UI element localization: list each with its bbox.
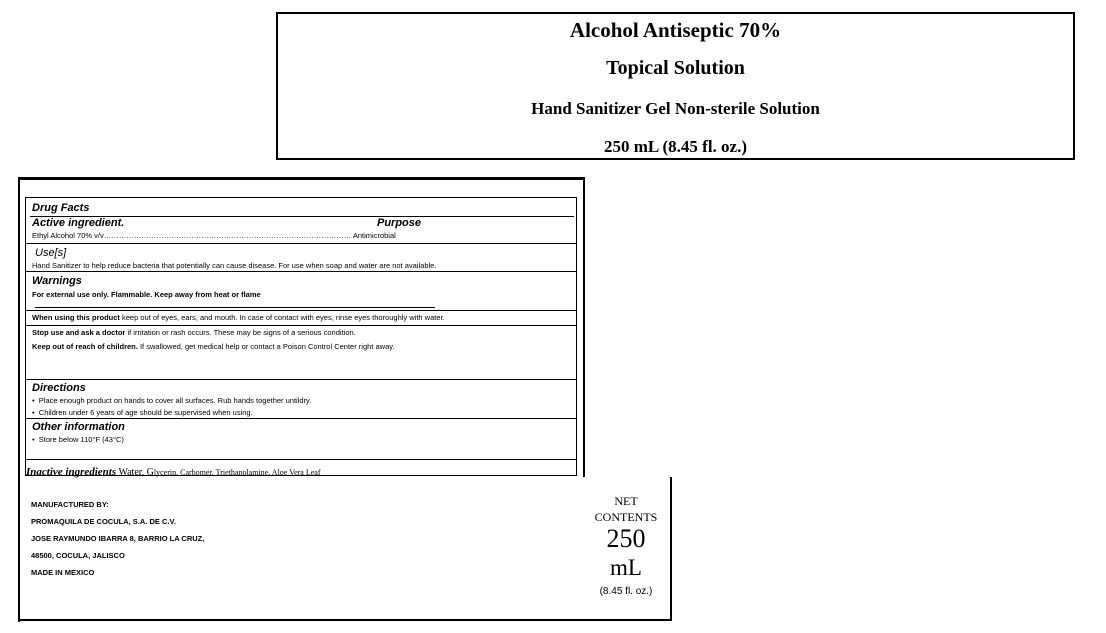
label-frame-right-lower: [670, 477, 672, 621]
when-using-label: When using this product: [32, 313, 120, 322]
warnings-section: [26, 271, 576, 299]
directions-heading: Directions: [32, 382, 86, 394]
product-form: Topical Solution: [606, 57, 745, 79]
product-name: Alcohol Antiseptic 70%: [569, 18, 782, 42]
warnings-text: For external use only. Flammable. Keep away from heat or flame: [32, 290, 261, 299]
label-frame-bottom: [18, 619, 672, 621]
keep-out-body: If swallowed, get medical help or contact a Poison Control Center right away.: [137, 342, 395, 351]
label-frame-right-upper: [583, 177, 585, 477]
uses-section: [26, 243, 576, 270]
inactive-water: Water, G: [116, 467, 154, 478]
inactive-rest: lycerin, Carbomer, Triethanolamine, Aloe Vera Leaf: [153, 468, 321, 477]
manufacturer-city: 48500, COCULA, JALISCO: [31, 551, 125, 560]
when-using-section: [26, 310, 576, 322]
product-title-box: [276, 12, 1075, 160]
inactive-label: Inactive ingredients: [26, 466, 117, 478]
other-info-item: • Store below 110°F (43°C): [32, 435, 124, 444]
label-frame-top: [18, 177, 585, 180]
other-info-section: [26, 418, 576, 444]
stop-use-section: [26, 325, 576, 351]
uses-heading: Use[s]: [35, 247, 67, 259]
manufacturer-country: MADE IN MEXICO: [31, 568, 95, 577]
directions-section: [26, 379, 576, 417]
net-unit: mL: [610, 555, 642, 580]
directions-item: • Children under 6 years of age should be supervised when using.: [32, 408, 253, 417]
drug-facts-heading: Drug Facts: [32, 202, 90, 214]
contents-label: CONTENTS: [594, 510, 658, 524]
when-using-text: [32, 313, 445, 322]
manufacturer-heading: MANUFACTURED BY:: [31, 500, 109, 509]
manufacturer-address: JOSE RAYMUNDO IBARRA 8, BARRIO LA CRUZ,: [31, 534, 205, 543]
keep-out-text: [32, 342, 395, 351]
stop-use-text: [32, 328, 356, 337]
active-ingredient-heading: Active ingredient.: [32, 217, 125, 229]
warnings-heading: Warnings: [32, 275, 82, 287]
purpose-heading: Purpose: [377, 217, 422, 229]
drug-facts-panel: [25, 197, 577, 476]
directions-item: • Place enough product on hands to cover all surfaces. Rub hands together untildry.: [32, 396, 312, 405]
when-using-body: keep out of eyes, ears, and mouth. In case of contact with eyes, rinse eyes thoroughly with water.: [119, 313, 445, 322]
net-floz: (8.45 fl. oz.): [599, 586, 653, 597]
uses-text: Hand Sanitizer to help reduce bacteria that potentially can cause disease. For use when soap and water are not available.: [32, 261, 437, 270]
inactive-ingredients: [26, 462, 321, 480]
active-ingredient-line: Ethyl Alcohol 70% v/v……………………………………………………………………………………… Antimicrobial: [32, 231, 396, 240]
divider: [35, 307, 435, 308]
stop-use-body: if irritation or rash occurs. These may be signs of a serious condition.: [125, 328, 356, 337]
label-frame-left: [18, 177, 20, 622]
other-info-heading: Other information: [32, 421, 125, 433]
manufacturer-name: PROMAQUILA DE COCULA, S.A. DE C.V.: [31, 517, 176, 526]
inactive-section: [26, 459, 576, 478]
keep-out-label: Keep out of reach of children.: [32, 342, 138, 351]
product-volume: 250 mL (8.45 fl. oz.): [603, 137, 748, 156]
stop-use-label: Stop use and ask a doctor: [32, 328, 126, 337]
product-description: Hand Sanitizer Gel Non-sterile Solution: [531, 99, 820, 118]
net-amount: 250: [606, 524, 646, 553]
net-label: NET: [614, 494, 638, 508]
